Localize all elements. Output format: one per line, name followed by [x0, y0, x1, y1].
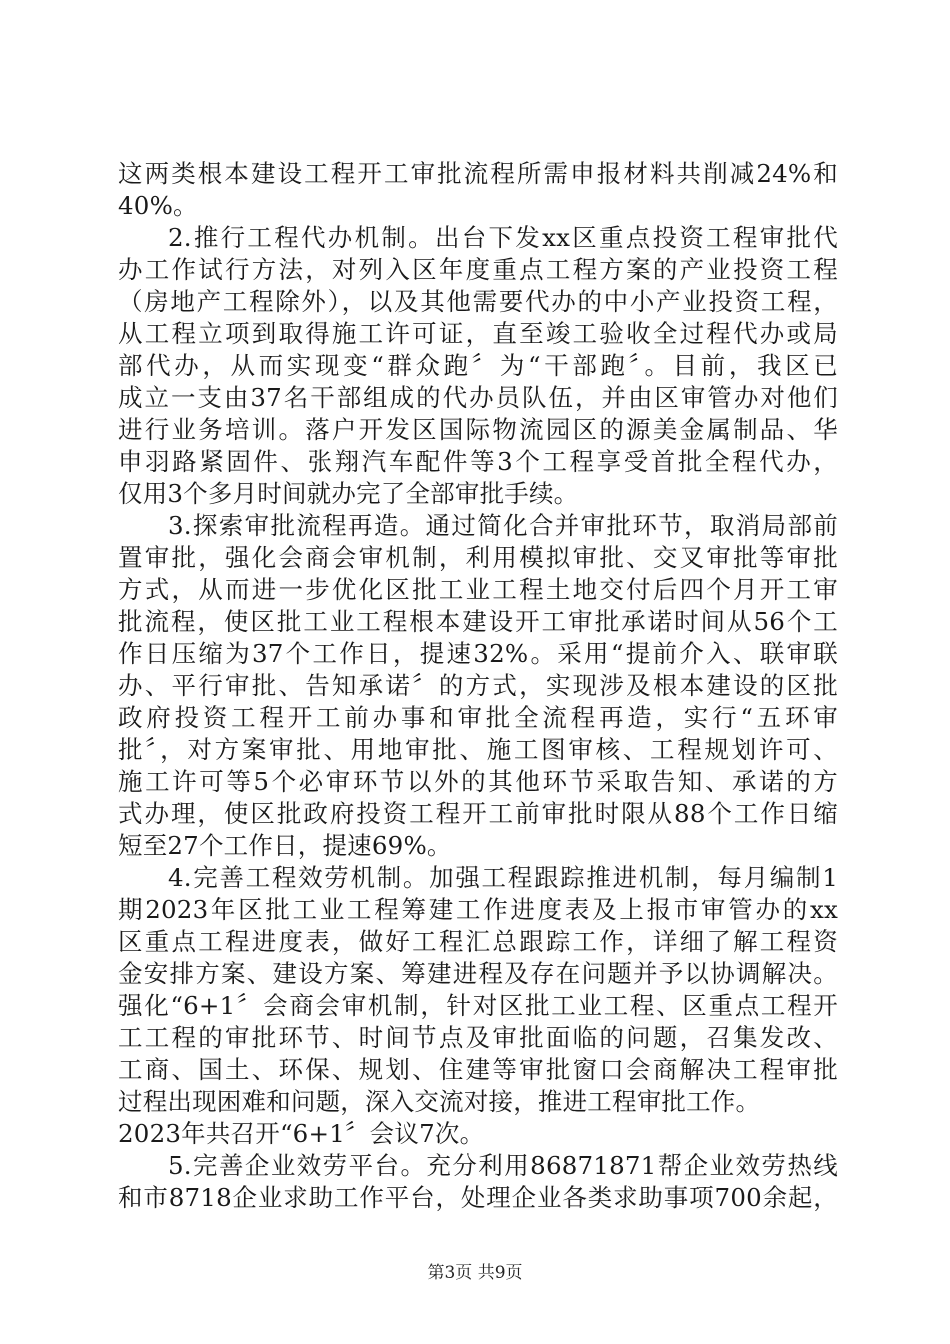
body-text-line: 40%。 — [118, 191, 198, 220]
body-text-line: 仅用3个多月时间就办完了全部审批手续。 — [118, 479, 579, 508]
body-text-line: 2.推行工程代办机制。出台下发xx区重点投资工程审批代 — [168, 223, 838, 252]
body-text-line: 短至27个工作日，提速69%。 — [118, 831, 452, 860]
body-text-line: 过程出现困难和问题，深入交流对接，推进工程审批工作。 — [118, 1087, 761, 1116]
body-text-line: 这两类根本建设工程开工审批流程所需申报材料共削减24%和 — [118, 159, 838, 188]
body-text-line: 批〞，对方案审批、用地审批、施工图审核、工程规划许可、 — [118, 735, 838, 764]
body-text-line: 进行业务培训。落户开发区国际物流园区的源美金属制品、华 — [118, 415, 838, 444]
body-text-line: 办、平行审批、告知承诺〞的方式，实现涉及根本建设的区批 — [118, 671, 838, 700]
body-text-line: 从工程立项到取得施工许可证，直至竣工验收全过程代办或局 — [118, 319, 838, 348]
body-text-line: 作日压缩为37个工作日，提速32%。采用“提前介入、联审联 — [118, 639, 838, 668]
body-text-line: 强化“6+1〞会商会审机制，针对区批工业工程、区重点工程开 — [118, 991, 838, 1020]
body-text-line: 批流程，使区批工业工程根本建设开工审批承诺时间从56个工 — [118, 607, 838, 636]
body-text-line: 申羽路紧固件、张翔汽车配件等3个工程享受首批全程代办， — [118, 447, 838, 476]
body-text-line: 部代办，从而实现变“群众跑〞为“干部跑〞。目前，我区已 — [118, 351, 838, 380]
body-text-line: 金安排方案、建设方案、筹建进程及存在问题并予以协调解决。 — [118, 959, 838, 988]
body-text-line: 施工许可等5个必审环节以外的其他环节采取告知、承诺的方 — [118, 767, 838, 796]
body-text-line: 办工作试行方法，对列入区年度重点工程方案的产业投资工程 — [118, 255, 838, 284]
page-number-footer: 第3页 共9页 — [427, 1263, 523, 1283]
body-text-line: 5.完善企业效劳平台。充分利用86871871帮企业效劳热线 — [168, 1151, 838, 1180]
body-text-line: 期2023年区批工业工程筹建工作进度表及上报市审管办的xx — [118, 895, 838, 924]
body-text-line: 式办理，使区批政府投资工程开工前审批时限从88个工作日缩 — [118, 799, 838, 828]
body-text-line: 置审批，强化会商会审机制，利用模拟审批、交叉审批等审批 — [118, 543, 838, 572]
body-text-line: 和市8718企业求助工作平台，处理企业各类求助事项700余起， — [118, 1183, 838, 1212]
body-text-line: 3.探索审批流程再造。通过简化合并审批环节，取消局部前 — [168, 511, 838, 540]
body-text-line: 4.完善工程效劳机制。加强工程跟踪推进机制，每月编制1 — [168, 863, 838, 892]
body-text-line: 工商、国土、环保、规划、住建等审批窗口会商解决工程审批 — [118, 1055, 838, 1084]
body-text-line: 工工程的审批环节、时间节点及审批面临的问题，召集发改、 — [118, 1023, 838, 1052]
body-text-line: 政府投资工程开工前办事和审批全流程再造，实行“五环审 — [118, 703, 838, 732]
body-text-line: 方式，从而进一步优化区批工业工程土地交付后四个月开工审 — [118, 575, 838, 604]
body-text-line: 区重点工程进度表，做好工程汇总跟踪工作，详细了解工程资 — [118, 927, 838, 956]
body-text-line: 成立一支由37名干部组成的代办员队伍，并由区审管办对他们 — [118, 383, 838, 412]
body-text-line: 2023年共召开“6+1〞会议7次。 — [118, 1119, 485, 1148]
body-text-line: （房地产工程除外），以及其他需要代办的中小产业投资工程， — [118, 287, 838, 316]
